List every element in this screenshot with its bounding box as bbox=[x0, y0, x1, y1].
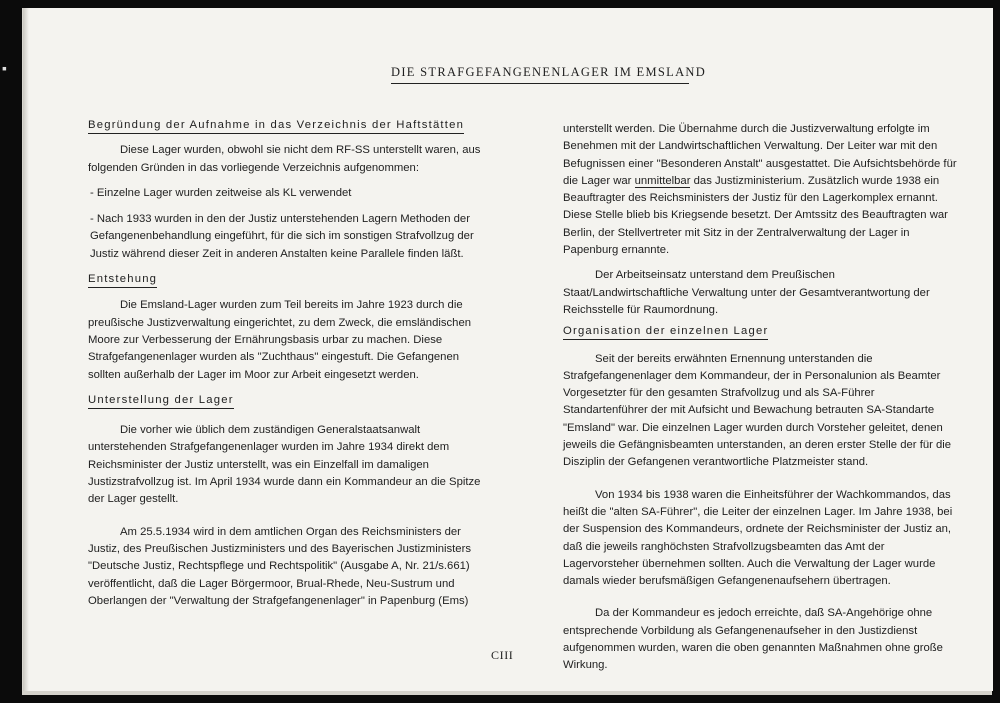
heading-entstehung: Entstehung bbox=[88, 272, 157, 288]
paragraph: Die vorher wie üblich dem zuständigen Generalstaatsanwalt unterstehenden Strafgefangenenlager wurden im Jahre 1934 direkt dem Reichsminister der Justiz unterstellt, was ein Einzelfall im damaligen Justizstrafvollzug ist. Im April 1934 wurde dann ein Kommandeur an die Spitze der Lager gestellt. bbox=[88, 424, 481, 506]
page-bottom-edge bbox=[22, 691, 992, 695]
paragraph: Die Emsland-Lager wurden zum Teil bereits im Jahre 1923 durch die preußische Justizverwaltung eingerichtet, zu dem Zweck, die emsländischen Moore zur Verbesserung der Ernährungsbasis urbar zu machen. Diese Strafgefangenenlager wurden als "Zuchthaus" eingestuft. Die Gefangenen sollten außerhalb der Lager im Moor zur Arbeit eingesetzt werden. bbox=[88, 299, 472, 381]
left-column bbox=[88, 117, 492, 610]
heading-begruendung: Begründung der Aufnahme in das Verzeichnis der Haftstätten bbox=[88, 118, 464, 134]
paragraph: Da der Kommandeur es jedoch erreichte, daß SA-Angehörige ohne entsprechende Vorbildung als Gefangenenaufseher in den Justizdienst aufgenommen wurden, waren die oben genannten Maßnahmen ohne große Wirkung. bbox=[563, 607, 943, 672]
left-edge-mark: ▪ bbox=[2, 62, 7, 77]
page-number: CIII bbox=[491, 648, 514, 662]
heading-organisation: Organisation der einzelnen Lager bbox=[563, 324, 768, 340]
paragraph: Von 1934 bis 1938 waren die Einheitsführer der Wachkommandos, das heißt die "alten SA-Führer", die Leiter der einzelnen Lager. Im Jahre 1938, bei der Suspension des Kommandeurs, ordnete der Reichsminister der Justiz an, daß die jeweils ranghöchsten Strafvollzugsbeamten das Amt der Lagervorsteher übernehmen sollten. Auch die Verwaltung der Lager wurde damals wieder berufsmäßigen Gefangenenaufsehern übertragen. bbox=[563, 488, 953, 588]
underlined-word: unmittelbar bbox=[634, 174, 691, 187]
running-head-rule bbox=[391, 83, 689, 84]
running-head: DIE STRAFGEFANGENENLAGER IM EMSLAND bbox=[391, 65, 707, 79]
right-column bbox=[563, 121, 958, 675]
paragraph: unterstellt werden. Die Übernahme durch die Justizverwaltung erfolgte im Benehmen mit der Landwirtschaftlichen Verwaltung. Der Leiter war mit den Befugnissen einer "Besonderen Anstalt" ausgestattet. Die Aufsichtsbehörde für die Lager war unmittelbar das Justizministerium. Zusätzlich wurde 1938 ein Beauftragter des Reichsministers der Justiz für den Lagerkomplex ernannt. Diese Stelle blieb bis Kriegsende besetzt. Der Amtssitz des Beauftragten war Berlin, der Stellvertreter mit Sitz in der Zentralverwaltung der Lager in Papenburg ernannte. bbox=[563, 123, 957, 257]
paragraph: Der Arbeitseinsatz unterstand dem Preußischen Staat/Landwirtschaftliche Verwaltung unter der Gesamtverantwortung der Reichsstelle für Raumordnung. bbox=[563, 269, 930, 316]
paragraph: Am 25.5.1934 wird in dem amtlichen Organ des Reichsministers der Justiz, des Preußischen Justizministers und des Bayerischen Justizministers "Deutsche Justiz, Rechtspflege und Rechtspolitik" (Ausgabe A, Nr. 21/s.661) veröffentlicht, daß die Lager Börgermoor, Brual-Rhede, Neu-Sustrum und Oberlangen der "Verwaltung der Strafgefangenenlager" in Papenburg (Ems) bbox=[88, 525, 471, 607]
bullet-item: - Nach 1933 wurden in den der Justiz unterstehenden Lagern Methoden der Gefangenenbehandlung eingeführt, für die sich im sonstigen Strafvollzug der Justiz während dieser Zeit in anderen Anstalten keine Parallele finden läßt. bbox=[90, 213, 474, 260]
paragraph: Diese Lager wurden, obwohl sie nicht dem RF-SS unterstellt waren, aus folgenden Gründen in das vorliegende Verzeichnis aufgenommen: bbox=[88, 144, 481, 174]
binding-shadow bbox=[23, 8, 29, 691]
paragraph: Seit der bereits erwähnten Ernennung unterstanden die Strafgefangenenlager dem Kommandeur, der in Personalunion als Beamter Vorgesetzter für den gesamten Strafvollzug und als SA-Führer Standartenführer der mit Aufsicht und Bewachung betrauten SA-Standarte "Emsland" war. Die einzelnen Lager wurden durch Vorsteher geleitet, denen jeweils die Gefängnisbeamten unterstanden, an deren erster Stelle der für die Disziplin der Gefangenen verantwortliche Platzmeister stand. bbox=[563, 352, 952, 469]
heading-unterstellung: Unterstellung der Lager bbox=[88, 393, 234, 409]
bullet-item: - Einzelne Lager wurden zeitweise als KL verwendet bbox=[90, 186, 352, 199]
